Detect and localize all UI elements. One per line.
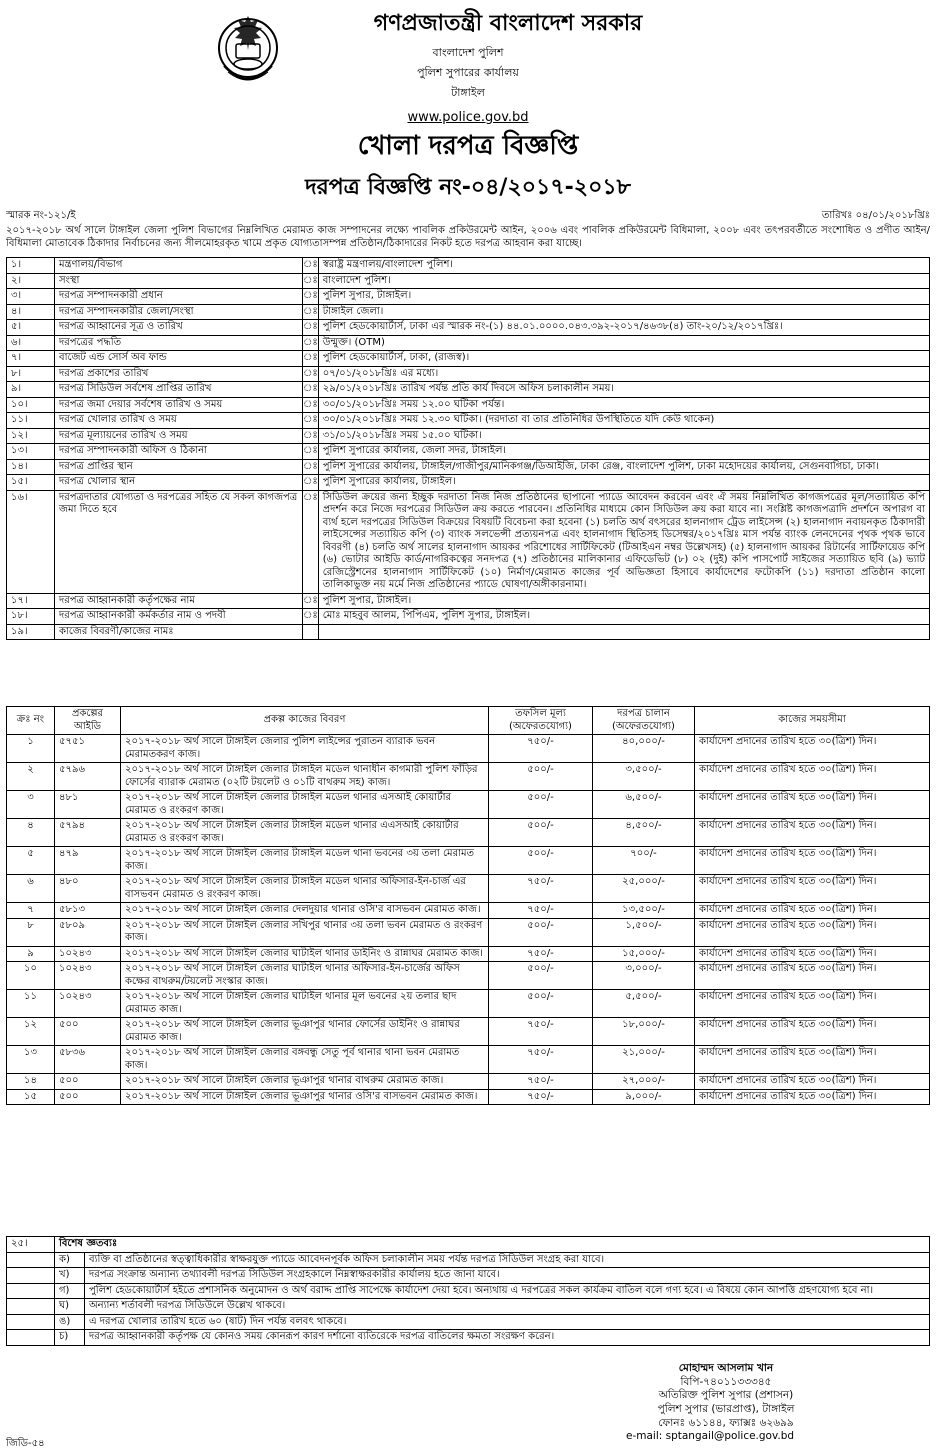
- table-row: [7, 735, 930, 763]
- special-note-row: [7, 1299, 930, 1315]
- info-row-value: পুলিশ সুপার, টাঙ্গাইল।: [318, 593, 929, 609]
- special-note-row: [7, 1268, 930, 1284]
- signatory-email[interactable]: e-mail: sptangail@police.gov.bd: [626, 1430, 795, 1443]
- table-row: [7, 903, 930, 919]
- table-row: [7, 763, 930, 791]
- info-row-label: দরপত্রদাতার যোগ্যতা ও দরপত্রের সহিত যে সকল কাগজপত্র জমা দিতে হবে: [55, 490, 303, 593]
- info-row-value: বাংলাদেশ পুলিশ।: [318, 273, 929, 289]
- special-note-mark: ক): [55, 1252, 85, 1268]
- info-row-number: ১৫।: [7, 475, 55, 491]
- info-row-colon: ঃ: [303, 304, 319, 320]
- row-schedule-price: ৫০০/-: [489, 962, 593, 990]
- info-row-label: দরপত্র সম্পাদনকারী প্রধান: [55, 289, 303, 305]
- info-row: [7, 289, 930, 305]
- office-name: পুলিশ সুপারের কার্যালয়: [417, 66, 519, 79]
- table-row: [7, 918, 930, 946]
- special-title: বিশেষ জ্ঞতব্যঃ: [55, 1237, 930, 1253]
- row-project-id: ৪৭৯: [55, 847, 121, 875]
- row-sl: ৭: [7, 903, 55, 919]
- row-description: ২০১৭-২০১৮ অর্থ সালে টাঙ্গাইল জেলার ভূঞাপুর থানার ওসি'র বাসভবন মেরামত কাজ।: [121, 1089, 489, 1105]
- row-tender-security: ১৩,৫০০/-: [593, 903, 695, 919]
- signatory-office: পুলিশ সুপার (ভারপ্রাপ্ত), টাঙ্গাইল: [657, 1402, 795, 1415]
- header-time-limit: কাজের সময়সীমা: [695, 707, 930, 735]
- info-row: [7, 273, 930, 289]
- special-note-spacer: [7, 1252, 55, 1268]
- header-sl: ক্রঃ নং: [7, 707, 55, 735]
- row-tender-security: ৫,৫০০/-: [593, 990, 695, 1018]
- info-row-label: দরপত্র প্রাপ্তির স্থান: [55, 459, 303, 475]
- info-row-value: উন্মুক্ত। (OTM): [318, 335, 929, 351]
- row-tender-security: ১৫,০০০/-: [593, 946, 695, 962]
- row-project-id: ৫০০: [55, 1018, 121, 1046]
- special-note-row: [7, 1330, 930, 1346]
- special-note-mark: ঙ): [55, 1314, 85, 1330]
- info-row-value: পুলিশ সুপার, টাঙ্গাইল।: [318, 289, 929, 305]
- info-row-value: ৩০/০১/২০১৮খ্রিঃ সময় ১২.৩০ ঘটিকা। (দরদাতা বা তার প্রতিনিধির উপস্থিতিতে যদি কেউ থাকেন): [318, 413, 929, 429]
- row-sl: ১৫: [7, 1089, 55, 1105]
- row-sl: ৫: [7, 847, 55, 875]
- row-schedule-price: ৭৫০/-: [489, 875, 593, 903]
- row-time-limit: কার্যাদেশ প্রদানের তারিখ হতে ৩০(ত্রিশ) দিন।: [695, 990, 930, 1018]
- info-row-value: স্বরাষ্ট্র মন্ত্রণালয়/বাংলাদেশ পুলিশ।: [318, 258, 929, 274]
- row-sl: ১২: [7, 1018, 55, 1046]
- row-sl: ৯: [7, 946, 55, 962]
- info-row-colon: ঃ: [303, 490, 319, 593]
- row-description: ২০১৭-২০১৮ অর্থ সালে টাঙ্গাইল জেলার টাঙ্গাইল মডেল থানা ভবনের ৩য় তলা মেরামত কাজ।: [121, 847, 489, 875]
- website-link[interactable]: www.police.gov.bd: [407, 110, 529, 125]
- row-description: ২০১৭-২০১৮ অর্থ সালে টাঙ্গাইল জেলার টাঙ্গাইল মডেল থানার অফিসার-ইন-চার্জ এর বাসভবন মেরামত ও রংকরণ কাজ।: [121, 875, 489, 903]
- info-row-colon: ঃ: [303, 428, 319, 444]
- info-row-value: টাঙ্গাইল জেলা।: [318, 304, 929, 320]
- special-note-spacer: [7, 1299, 55, 1315]
- info-row-label: দরপত্র সম্পাদনকারী অফিস ও ঠিকানা: [55, 444, 303, 460]
- info-row-colon: ঃ: [303, 459, 319, 475]
- row-time-limit: কার্যাদেশ প্রদানের তারিখ হতে ৩০(ত্রিশ) দিন।: [695, 875, 930, 903]
- info-row-colon: ঃ: [303, 593, 319, 609]
- special-note-text: দরপত্র সংক্রান্ত অন্যান্য তথ্যাবলী দরপত্র সিডিউল সংগ্রহকালে নিম্নস্বাক্ষরকারীর কার্যালয় হতে জানা যাবে।: [85, 1268, 930, 1284]
- row-tender-security: ৪,৫০০/-: [593, 819, 695, 847]
- header-description: প্রকল্প কাজের বিবরণ: [121, 707, 489, 735]
- info-row-number: ১৮।: [7, 609, 55, 625]
- special-no: ২৫।: [7, 1237, 55, 1253]
- row-project-id: ৫০০: [55, 1074, 121, 1090]
- info-row-label: দরপত্র জমা দেয়ার সর্বশেষ তারিখ ও সময়: [55, 397, 303, 413]
- row-description: ২০১৭-২০১৮ অর্থ সালে টাঙ্গাইল জেলার টাঙ্গাইল মডেল থানার এসআই কোয়ার্টার মেরামত ও রংকরণ কাজ।: [121, 791, 489, 819]
- table-row: [7, 819, 930, 847]
- info-row-number: ৭।: [7, 351, 55, 367]
- info-row-number: ১৬।: [7, 490, 55, 593]
- row-sl: ১১: [7, 990, 55, 1018]
- row-schedule-price: ৫০০/-: [489, 819, 593, 847]
- header-tender-security: [593, 707, 695, 735]
- work-table-header: [7, 707, 930, 735]
- info-row: [7, 258, 930, 274]
- info-row: [7, 444, 930, 460]
- special-note-spacer: [7, 1314, 55, 1330]
- district-name: টাঙ্গাইল: [451, 86, 485, 99]
- table-row: [7, 791, 930, 819]
- info-row-value: ২৯/০১/২০১৮খ্রিঃ তারিখ পর্যন্ত প্রতি কার্য দিবসে অফিস চলাকালীন সময়।: [318, 382, 929, 398]
- row-sl: ১৪: [7, 1074, 55, 1090]
- special-note-spacer: [7, 1283, 55, 1299]
- info-row-number: ৯।: [7, 382, 55, 398]
- row-time-limit: কার্যাদেশ প্রদানের তারিখ হতে ৩০(ত্রিশ) দিন।: [695, 819, 930, 847]
- row-sl: ৩: [7, 791, 55, 819]
- row-description: ২০১৭-২০১৮ অর্থ সালে টাঙ্গাইল জেলার ভূঞাপুর থানার বাথরুম মেরামত কাজ।: [121, 1074, 489, 1090]
- info-row-number: ৫।: [7, 320, 55, 336]
- info-row: [7, 490, 930, 593]
- header-schedule-price: [489, 707, 593, 735]
- row-sl: ১০: [7, 962, 55, 990]
- info-row-label: দরপত্র সম্পাদনকারীর জেলা/সংস্থা: [55, 304, 303, 320]
- schedule-price-note: (অফেরতযোগ্য): [509, 720, 572, 732]
- info-row-colon: ঃ: [303, 475, 319, 491]
- info-row: [7, 335, 930, 351]
- special-note-text: অন্যান্য শর্তাবলী দরপত্র সিডিউলে উল্লেখ থাকবে।: [85, 1299, 930, 1315]
- row-description: ২০১৭-২০১৮ অর্থ সালে টাঙ্গাইল জেলার টাঙ্গাইল মডেল থানার এএসআই কোয়ার্টার মেরামত ও রংকরণ কাজ।: [121, 819, 489, 847]
- row-time-limit: কার্যাদেশ প্রদানের তারিখ হতে ৩০(ত্রিশ) দিন।: [695, 1089, 930, 1105]
- info-row: [7, 351, 930, 367]
- info-row-value: ৩০/০১/২০১৮খ্রিঃ সময় ১২.০০ ঘটিকা পর্যন্ত।: [318, 397, 929, 413]
- row-time-limit: কার্যাদেশ প্রদানের তারিখ হতে ৩০(ত্রিশ) দিন।: [695, 962, 930, 990]
- row-tender-security: ৩,০০০/-: [593, 962, 695, 990]
- government-title: গণপ্রজাতন্ত্রী বাংলাদেশ সরকার: [373, 11, 643, 36]
- row-schedule-price: ৭৫০/-: [489, 946, 593, 962]
- signatory-designation: অতিরিক্ত পুলিশ সুপার (প্রশাসন): [658, 1389, 794, 1402]
- row-time-limit: কার্যাদেশ প্রদানের তারিখ হতে ৩০(ত্রিশ) দিন।: [695, 763, 930, 791]
- info-row-colon: ঃ: [303, 289, 319, 305]
- memo-reference: স্মারক নং-১২১/ই: [6, 210, 76, 221]
- notice-number: দরপত্র বিজ্ঞপ্তি নং-০৪/২০১৭-২০১৮: [305, 175, 631, 200]
- special-note-mark: চ): [55, 1330, 85, 1346]
- info-row-label: সংস্থা: [55, 273, 303, 289]
- info-row-label: দরপত্র খোলার স্থান: [55, 475, 303, 491]
- row-schedule-price: ৫০০/-: [489, 990, 593, 1018]
- info-row-label: দরপত্র সিডিউল সর্বশেষ প্রাপ্তির তারিখ: [55, 382, 303, 398]
- row-description: ২০১৭-২০১৮ অর্থ সালে টাঙ্গাইল জেলার সখিপুর থানার ৩য় তলা ভবন মেরামত ও রংকরণ কাজ।: [121, 918, 489, 946]
- tender-security-note: (অফেরতযোগ্য): [612, 720, 675, 732]
- row-tender-security: ৭০০/-: [593, 847, 695, 875]
- row-project-id: ১০২৪৩: [55, 990, 121, 1018]
- special-title-row: [7, 1237, 930, 1253]
- table-row: [7, 847, 930, 875]
- row-time-limit: কার্যাদেশ প্রদানের তারিখ হতে ৩০(ত্রিশ) দিন।: [695, 946, 930, 962]
- row-time-limit: কার্যাদেশ প্রদানের তারিখ হতে ৩০(ত্রিশ) দিন।: [695, 1046, 930, 1074]
- signatory-phone: ফোনঃ ৬১১৪৪, ফ্যাক্সঃ ৬২৬৯৯: [658, 1416, 794, 1429]
- row-description: ২০১৭-২০১৮ অর্থ সালে টাঙ্গাইল জেলার বঙ্গবন্ধু সেতু পূর্ব থানার থানা ভবন মেরামত কাজ।: [121, 1046, 489, 1074]
- special-note-row: [7, 1252, 930, 1268]
- info-row: [7, 475, 930, 491]
- signatory-bp: বিপি-৭৪০১১৩৩৩৪৫: [680, 1375, 772, 1388]
- info-row-colon: ঃ: [303, 444, 319, 460]
- row-tender-security: ২১,০০০/-: [593, 1046, 695, 1074]
- row-time-limit: কার্যাদেশ প্রদানের তারিখ হতে ৩০(ত্রিশ) দিন।: [695, 791, 930, 819]
- row-project-id: ৪৮১: [55, 791, 121, 819]
- row-description: ২০১৭-২০১৮ অর্থ সালে টাঙ্গাইল জেলার টাঙ্গাইল মডেল থানাধীন কাগমারী পুলিশ ফাঁড়ির ফোর্সের ব্যারাক মেরামত (০২টি টয়লেট ও ০১টি বাথরুম সহ) কাজ।: [121, 763, 489, 791]
- row-tender-security: ৪০,০০০/-: [593, 735, 695, 763]
- row-sl: ১৩: [7, 1046, 55, 1074]
- row-time-limit: কার্যাদেশ প্রদানের তারিখ হতে ৩০(ত্রিশ) দিন।: [695, 903, 930, 919]
- row-project-id: ৫৮৩৬: [55, 1046, 121, 1074]
- info-row-colon: ঃ: [303, 320, 319, 336]
- signatory-name: মোহাম্মদ আসলাম খান: [678, 1362, 774, 1374]
- row-description: ২০১৭-২০১৮ অর্থ সালে টাঙ্গাইল জেলার ভূঞাপুর থানার ফোর্সের ডাইনিং ও রান্নাঘর মেরামত কাজ।: [121, 1018, 489, 1046]
- info-row-colon: ঃ: [303, 258, 319, 274]
- row-schedule-price: ৭৫০/-: [489, 1018, 593, 1046]
- special-note-spacer: [7, 1268, 55, 1284]
- info-row-number: ১১।: [7, 413, 55, 429]
- info-row-value: পুলিশ হেডকোয়ার্টার্স, ঢাকা এর স্মারক নং-(১) ৪৪.০১.০০০০.০৪৩.৩৯২-২০১৭/৪৬৩৮(৪) তাং-২০/১২/২০১৭খ্রিঃ।: [318, 320, 929, 336]
- row-schedule-price: ৫০০/-: [489, 791, 593, 819]
- info-row-colon: ঃ: [303, 273, 319, 289]
- memo-date: তারিখঃ ০৪/০১/২০১৮খ্রিঃ: [821, 210, 930, 221]
- info-row-value: ৩১/০১/২০১৮খ্রিঃ সময় ১৫.০০ ঘটিকা।: [318, 428, 929, 444]
- row-sl: ১: [7, 735, 55, 763]
- tender-info-table: [6, 257, 930, 640]
- row-description: ২০১৭-২০১৮ অর্থ সালে টাঙ্গাইল জেলার পুলিশ লাইন্সের পুরাতন ব্যারাক ভবন মেরামতকরণ কাজ।: [121, 735, 489, 763]
- row-project-id: ৫০০: [55, 1089, 121, 1105]
- info-row-number: ১৪।: [7, 459, 55, 475]
- info-row-value: পুলিশ সুপারের কার্যালয়, জেলা সদর, টাঙ্গাইল।: [318, 444, 929, 460]
- row-schedule-price: ৭৫০/-: [489, 903, 593, 919]
- row-schedule-price: ৭৫০/-: [489, 1089, 593, 1105]
- info-row-number: ১৯।: [7, 624, 55, 640]
- info-row: [7, 397, 930, 413]
- table-row: [7, 946, 930, 962]
- row-project-id: ৪৮০: [55, 875, 121, 903]
- info-row-label: দরপত্র আহ্বানকারী কর্মকর্তার নাম ও পদবী: [55, 609, 303, 625]
- info-row-number: ২।: [7, 273, 55, 289]
- info-row-value: [318, 624, 929, 640]
- info-row: [7, 624, 930, 640]
- row-sl: ২: [7, 763, 55, 791]
- info-row-label: কাজের বিবরণী/কাজের নামঃ: [55, 624, 303, 640]
- header-project-id: প্রকল্পের আইডি: [55, 707, 121, 735]
- tender-security-label: দরপত্র চালান: [617, 708, 670, 719]
- row-project-id: ৫৮০৯: [55, 918, 121, 946]
- row-sl: ৬: [7, 875, 55, 903]
- row-project-id: ৫৭৫১: [55, 735, 121, 763]
- info-row-value: মোঃ মাহবুব আলম, পিপিএম, পুলিশ সুপার, টাঙ্গাইল।: [318, 609, 929, 625]
- info-row: [7, 459, 930, 475]
- row-tender-security: ২৫,০০০/-: [593, 875, 695, 903]
- notice-title: খোলা দরপত্র বিজ্ঞপ্তি: [357, 131, 579, 161]
- info-row: [7, 320, 930, 336]
- special-note-row: [7, 1314, 930, 1330]
- row-sl: ৪: [7, 819, 55, 847]
- organization-name: বাংলাদেশ পুলিশ: [432, 46, 504, 59]
- info-row-colon: ঃ: [303, 382, 319, 398]
- row-description: ২০১৭-২০১৮ অর্থ সালে টাঙ্গাইল জেলার দেলদুয়ার থানার ওসি'র বাসভবন মেরামত কাজ।: [121, 903, 489, 919]
- row-schedule-price: ৫০০/-: [489, 918, 593, 946]
- special-notes-table: [6, 1236, 930, 1346]
- info-row-label: দরপত্র খোলার তারিখ ও সময়: [55, 413, 303, 429]
- info-row-value: পুলিশ সুপারের কার্যালয়, টাঙ্গাইল/গাজীপুর/মানিকগঞ্জ/ডিআইজি, ঢাকা রেঞ্জ, বাংলাদেশ পুলিশ, ঢাকা মহোদয়ের কার্যালয়, সেগুনবাগিচা, ঢাকা।: [318, 459, 929, 475]
- info-row-number: ১০।: [7, 397, 55, 413]
- table-row: [7, 990, 930, 1018]
- info-row: [7, 366, 930, 382]
- intro-paragraph: ২০১৭-২০১৮ অর্থ সালে টাঙ্গাইল জেলা পুলিশ বিভাগের নিম্নলিখিত মেরামত কাজ সম্পাদনের লক্ষ্যে পাবলিক প্রকিউরমেন্ট আইন, ২০০৬ এবং পাবলিক প্রকিউরমেন্ট বিধিমালা, ২০০৮ এবং তৎপরবর্তীতে সংশোধিত ও প্রণীত আইন/বিধিমালা মোতাবেক ঠিকাদার নির্বাচনের জন্য সীলমোহরকৃত খামে প্রকৃত যোগ্যতাসম্পন্ন প্রতিষ্ঠান/ঠিকাদারের নিকট হতে দরপত্র আহবান করা যাচ্ছে।: [6, 225, 930, 249]
- special-note-mark: গ): [55, 1283, 85, 1299]
- row-tender-security: ১৮,০০০/-: [593, 1018, 695, 1046]
- table-row: [7, 962, 930, 990]
- row-time-limit: কার্যাদেশ প্রদানের তারিখ হতে ৩০(ত্রিশ) দিন।: [695, 1074, 930, 1090]
- info-row: [7, 428, 930, 444]
- info-row: [7, 304, 930, 320]
- info-row-value: ০৭/০১/২০১৮খ্রিঃ এর মধ্যে।: [318, 366, 929, 382]
- row-schedule-price: ৭৫০/-: [489, 1074, 593, 1090]
- special-note-mark: খ): [55, 1268, 85, 1284]
- info-row-label: মন্ত্রণালয়/বিভাগ: [55, 258, 303, 274]
- info-row-colon: [303, 624, 319, 640]
- info-row-value: পুলিশ সুপারের কার্যালয়, টাঙ্গাইল।: [318, 475, 929, 491]
- table-row: [7, 1089, 930, 1105]
- info-row-label: দরপত্রের পদ্ধতি: [55, 335, 303, 351]
- info-row-colon: ঃ: [303, 397, 319, 413]
- info-row: [7, 382, 930, 398]
- row-tender-security: ১,৫০০/-: [593, 918, 695, 946]
- row-project-id: ১০২৪৩: [55, 962, 121, 990]
- info-row-number: ৩।: [7, 289, 55, 305]
- info-row-label: দরপত্র মূল্যায়নের তারিখ ও সময়: [55, 428, 303, 444]
- schedule-price-label: তফসিল মূল্য: [515, 708, 566, 719]
- row-description: ২০১৭-২০১৮ অর্থ সালে টাঙ্গাইল জেলার ঘাটাইল থানার ডাইনিং ও রান্নাঘর মেরামত কাজ।: [121, 946, 489, 962]
- info-row: [7, 593, 930, 609]
- info-row-number: ৬।: [7, 335, 55, 351]
- table-row: [7, 1046, 930, 1074]
- row-time-limit: কার্যাদেশ প্রদানের তারিখ হতে ৩০(ত্রিশ) দিন।: [695, 1018, 930, 1046]
- row-tender-security: ২৭,০০০/-: [593, 1074, 695, 1090]
- special-note-spacer: [7, 1330, 55, 1346]
- info-row-number: ৮।: [7, 366, 55, 382]
- special-note-text: ব্যক্তি বা প্রতিষ্ঠানের স্বত্ত্বাধিকারীর স্বাক্ষরযুক্ত প্যাডে আবেদনপূর্বক অফিস চলাকালীন সময় পর্যন্ত দরপত্র সিডিউল সংগ্রহ করা যাবে।: [85, 1252, 930, 1268]
- row-project-id: ১০২৪৩: [55, 946, 121, 962]
- row-schedule-price: ৫০০/-: [489, 763, 593, 791]
- info-row-label: দরপত্র আহ্বানের সূত্র ও তারিখ: [55, 320, 303, 336]
- info-row-number: ১২।: [7, 428, 55, 444]
- info-row-colon: ঃ: [303, 366, 319, 382]
- row-time-limit: কার্যাদেশ প্রদানের তারিখ হতে ৩০(ত্রিশ) দিন।: [695, 918, 930, 946]
- info-row-number: ৪।: [7, 304, 55, 320]
- row-sl: ৮: [7, 918, 55, 946]
- footer-code: জিডি-৫৪: [6, 1438, 45, 1449]
- row-schedule-price: ৭৫০/-: [489, 1046, 593, 1074]
- row-project-id: ৫৮১৩: [55, 903, 121, 919]
- row-description: ২০১৭-২০১৮ অর্থ সালে টাঙ্গাইল জেলার ঘাটাইল থানার অফিসার-ইন-চার্জের অফিস কক্ষের বাথরুম/টয়লেট সংস্কার কাজ।: [121, 962, 489, 990]
- special-note-text: এ দরপত্র খোলার তারিখ হতে ৬০ (ষাট) দিন পর্যন্ত বলবৎ থাকবে।: [85, 1314, 930, 1330]
- info-row-colon: ঃ: [303, 351, 319, 367]
- table-row: [7, 875, 930, 903]
- table-row: [7, 1018, 930, 1046]
- info-row-number: ১।: [7, 258, 55, 274]
- info-row-label: বাজেট এন্ড সোর্স অব ফান্ড: [55, 351, 303, 367]
- info-row-value: সিডিউল ক্রয়ের জন্য ইচ্ছুক দরদাতা নিজ নিজ প্রতিষ্ঠানের ছাপানো প্যাডে আবেদন করবেন এবং ঐ সময় নিম্নলিখিত কাগজপত্রের মূল/সত্যায়িত কপি প্রদর্শন করে নিজে দরপত্রের সিডিউল ক্রয় করতে পারবেন। প্রতিনিধির মাধ্যমে কোন সিডিউল ক্রয় করা যাবে না। সংশ্লিষ্ট কাগজপত্রাদি প্রদর্শনে অপারগ বা ব্যর্থ হলে দরপত্রের সিডিউল বিক্রয়ের বিষয়টি বিবেচনা করা হবেনা (১) চলতি অর্থ বৎসরের হালনাগাদ ট্রেড লাইসেন্স (২) হালনাগাদ নবায়নকৃত ঠিকাদারী লাইসেন্সের সত্যায়িত কপি (৩) ব্যাংক সলভেন্সী প্রত্যয়নপত্র এবং হালনাগাদ স্থিতিসহ ডিসেম্বর/২০১৭খ্রিঃ মাস পর্যন্ত ব্যাংক লেনদেনের পৃথক পৃথক ভাবে বিবরণী (৪) চলতি অর্থ সালের হালনাগাদ আয়কর পরিশোধের সার্টিফিকেট (টিআইএন নম্বর উল্লেখসহ) (৫) হালনাগাদ আয়কর রিটার্নের সার্টিফায়েড কপি (৬) ভোটার আইডি কার্ড/নাগরিকত্বের সনদপত্র (৭) প্রতিষ্ঠানের মালিকানার এফিডেভিট (৮) ০২ (দুই) কপি পাসপোর্ট সাইজের সত্যায়িত ছবি (৯) ভ্যাট রেজিস্ট্রেশনের হালনাগাদ সার্টিফিকেট (১০) নির্মাণ/মেরামত কাজের পূর্ব অভিজ্ঞতা হিসাবে কার্যাদেশের ফটোকপি (১১) দরদাতা প্রতিষ্ঠান কালো তালিকাভুক্ত নয় মর্মে নিজ প্রতিষ্ঠানের প্যাডে ঘোষণা/অঙ্গীকারনামা।: [318, 490, 929, 593]
- info-row-label: দরপত্র আহ্বানকারী কর্তৃপক্ষের নাম: [55, 593, 303, 609]
- row-schedule-price: ৭৫০/-: [489, 735, 593, 763]
- signature-block: [626, 1362, 826, 1443]
- row-project-id: ৫৭৯৬: [55, 763, 121, 791]
- special-note-row: [7, 1283, 930, 1299]
- info-row-colon: ঃ: [303, 609, 319, 625]
- row-tender-security: ৯,০০০/-: [593, 1089, 695, 1105]
- row-project-id: ৫৭৯৪: [55, 819, 121, 847]
- info-row-number: ১৩।: [7, 444, 55, 460]
- table-row: [7, 1074, 930, 1090]
- work-table: [6, 706, 930, 1105]
- info-row-colon: ঃ: [303, 335, 319, 351]
- row-schedule-price: ৫০০/-: [489, 847, 593, 875]
- info-row: [7, 413, 930, 429]
- special-note-text: দরপত্র আহ্বানকারী কর্তৃপক্ষ যে কোনও সময় কোনরূপ কারণ দর্শানো ব্যতিরেকে দরপত্র বাতিলের ক্ষমতা সংরক্ষণ করেন।: [85, 1330, 930, 1346]
- info-row-colon: ঃ: [303, 413, 319, 429]
- special-note-mark: ঘ): [55, 1299, 85, 1315]
- row-time-limit: কার্যাদেশ প্রদানের তারিখ হতে ৩০(ত্রিশ) দিন।: [695, 847, 930, 875]
- row-time-limit: কার্যাদেশ প্রদানের তারিখ হতে ৩০(ত্রিশ) দিন।: [695, 735, 930, 763]
- info-row-value: পুলিশ হেডকোয়ার্টার্স, ঢাকা, (রাজস্ব)।: [318, 351, 929, 367]
- document-header: [0, 0, 936, 206]
- row-tender-security: ৬,৫০০/-: [593, 791, 695, 819]
- special-note-text: পুলিশ হেডকোয়ার্টার্স হইতে প্রশাসনিক অনুমোদন ও অর্থ বরাদ্দ প্রাপ্তি সাপেক্ষে কার্যাদেশ দেয়া হবে। অন্যথায় এ দরপত্রের সকল কার্যক্রম বাতিল বলে গণ্য হবে। এ বিষয়ে কোন আপত্তি গ্রহণযোগ্য হবে না।: [85, 1283, 930, 1299]
- info-row-label: দরপত্র প্রকাশের তারিখ: [55, 366, 303, 382]
- info-row-number: ১৭।: [7, 593, 55, 609]
- row-tender-security: ৩,৫০০/-: [593, 763, 695, 791]
- info-row: [7, 609, 930, 625]
- row-description: ২০১৭-২০১৮ অর্থ সালে টাঙ্গাইল জেলার ঘাটাইল থানার মূল ভবনের ২য় তলার ছাদ মেরামত কাজ।: [121, 990, 489, 1018]
